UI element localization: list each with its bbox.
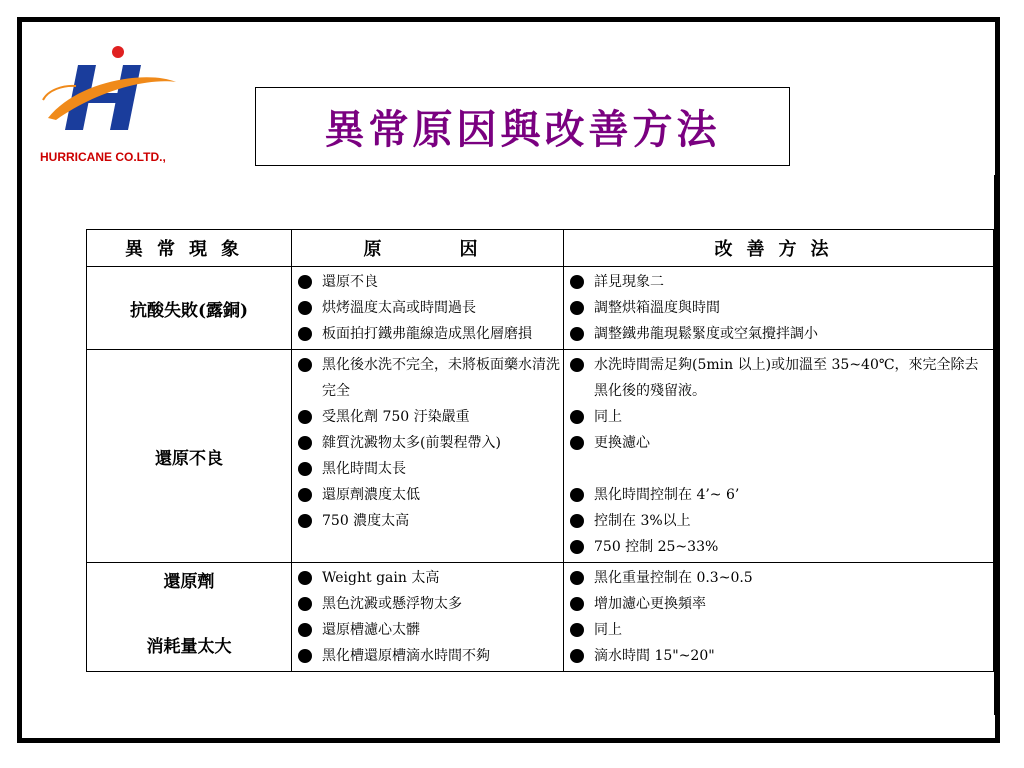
- hurricane-logo-icon: [38, 40, 188, 150]
- list-item: 調整鐵弗龍現鬆緊度或空氣攪拌調小: [566, 321, 991, 347]
- phenomenon-cell: 還原不良: [87, 350, 292, 563]
- company-name: HURRICANE CO.LTD.,: [40, 150, 166, 164]
- list-item: 雜質沈澱物太多(前製程帶入): [294, 430, 561, 456]
- list-item: Weight gain 太高: [294, 565, 561, 591]
- list-item: 板面拍打鐵弗龍線造成黑化層磨損: [294, 321, 561, 347]
- list-item: 750 濃度太高: [294, 508, 561, 534]
- list-item: 更換濾心: [566, 430, 991, 456]
- list-item: 還原不良: [294, 269, 561, 295]
- company-logo: [38, 40, 198, 170]
- header-method: 改善方法: [564, 230, 994, 267]
- list-item: 黑化重量控制在 0.3~0.5: [566, 565, 991, 591]
- phenomenon-line: 還原劑: [163, 572, 215, 592]
- list-item: 烘烤溫度太高或時間過長: [294, 295, 561, 321]
- list-spacer: [566, 456, 991, 482]
- header-phenomenon: 異常現象: [87, 230, 292, 267]
- list-item: 黑色沈澱或懸浮物太多: [294, 591, 561, 617]
- list-item: 控制在 3%以上: [566, 508, 991, 534]
- list-item: 黑化時間控制在 4’~ 6’: [566, 482, 991, 508]
- list-item: 還原劑濃度太低: [294, 482, 561, 508]
- cause-cell: [292, 563, 564, 672]
- title-box: [255, 87, 790, 166]
- method-cell: [564, 350, 994, 563]
- anomaly-table: [86, 229, 994, 672]
- table-header-row: [87, 230, 994, 267]
- phenomenon-cell: [87, 563, 292, 672]
- page-title: 異常原因與改善方法: [324, 106, 721, 153]
- list-item: 還原槽濾心太髒: [294, 617, 561, 643]
- list-item: 750 控制 25~33%: [566, 534, 991, 560]
- table-row: [87, 350, 994, 563]
- list-item: 水洗時間需足夠(5min 以上)或加溫至 35~40℃，來完全除去黑化後的殘留液。: [566, 352, 991, 404]
- phenomenon-line: 消耗量太大: [146, 637, 232, 657]
- table-row: [87, 563, 994, 672]
- list-item: 增加濾心更換頻率: [566, 591, 991, 617]
- right-divider: [994, 175, 996, 715]
- method-cell: [564, 267, 994, 350]
- list-item: 調整烘箱溫度與時間: [566, 295, 991, 321]
- phenomenon-cell: 抗酸失敗(露銅): [87, 267, 292, 350]
- list-item: 受黑化劑 750 汙染嚴重: [294, 404, 561, 430]
- list-item: 詳見現象二: [566, 269, 991, 295]
- cause-cell: [292, 350, 564, 563]
- list-item: 同上: [566, 404, 991, 430]
- list-item: 滴水時間 15"~20": [566, 643, 991, 669]
- cause-cell: [292, 267, 564, 350]
- list-item: 黑化槽還原槽滴水時間不夠: [294, 643, 561, 669]
- list-item: 黑化時間太長: [294, 456, 561, 482]
- list-item: 同上: [566, 617, 991, 643]
- header-cause: 原 因: [292, 230, 564, 267]
- method-cell: [564, 563, 994, 672]
- list-item: 黑化後水洗不完全，未將板面藥水清洗完全: [294, 352, 561, 404]
- table-row: [87, 267, 994, 350]
